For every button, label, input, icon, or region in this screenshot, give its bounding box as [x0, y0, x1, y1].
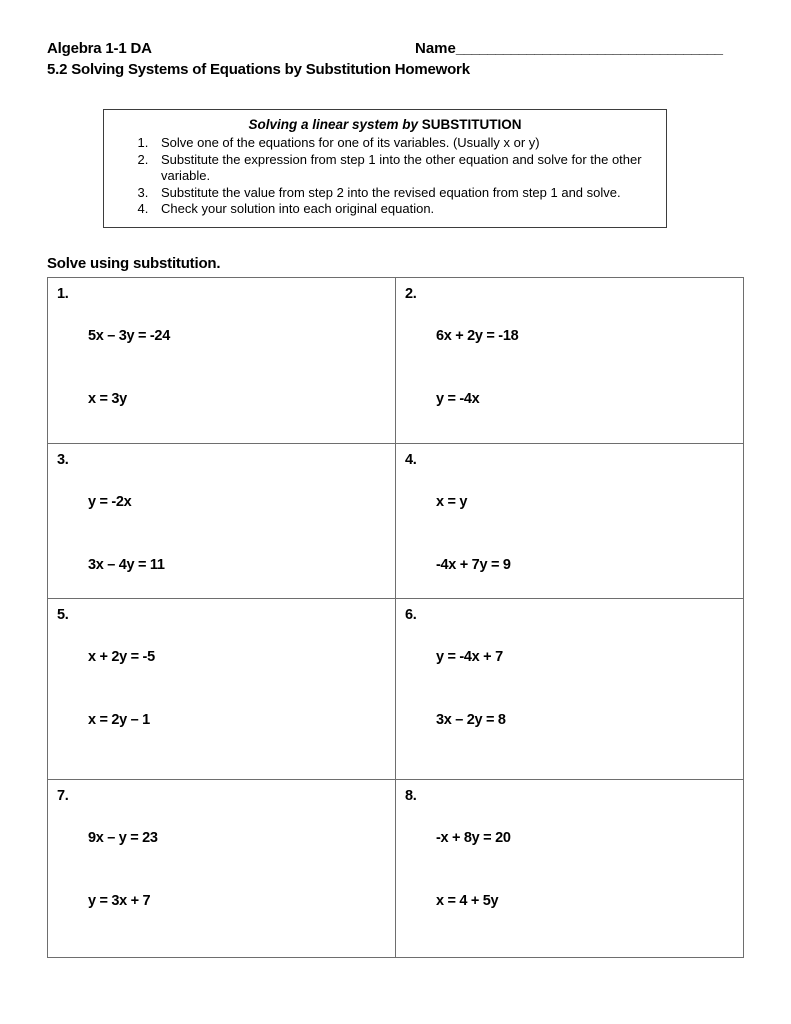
- problem-equation-1: y = -4x + 7: [436, 649, 503, 665]
- name-field: [415, 40, 723, 57]
- problem-cell-2: [396, 278, 743, 444]
- name-label: Name: [415, 40, 456, 57]
- problem-equation-2: -4x + 7y = 9: [436, 557, 511, 573]
- instruction-step: 1. Solve one of the equations for one of its variables. (Usually x or y): [152, 135, 656, 152]
- problem-number: 4.: [405, 452, 417, 468]
- section-heading: Solve using substitution.: [47, 255, 221, 272]
- instructions-steps: [152, 135, 656, 218]
- problem-equation-2: y = 3x + 7: [88, 893, 151, 909]
- problem-cell-4: [396, 444, 743, 599]
- problem-equation-1: 5x – 3y = -24: [88, 328, 170, 344]
- problem-number: 1.: [57, 286, 69, 302]
- problem-equation-1: y = -2x: [88, 494, 132, 510]
- instructions-title-bold: SUBSTITUTION: [421, 117, 522, 132]
- problem-cell-8: [396, 780, 743, 957]
- instructions-title-italic: Solving a linear system by: [248, 117, 419, 132]
- problem-equation-2: 3x – 2y = 8: [436, 712, 506, 728]
- instruction-step: 3. Substitute the value from step 2 into the revised equation from step 1 and solve.: [152, 185, 656, 202]
- problem-equations: [436, 605, 506, 773]
- problem-equation-1: x + 2y = -5: [88, 649, 155, 665]
- problem-cell-5: [48, 599, 396, 780]
- problem-equation-1: x = y: [436, 494, 468, 510]
- problem-equations: [88, 605, 155, 773]
- header-row: [47, 40, 744, 58]
- problem-equation-1: 9x – y = 23: [88, 830, 158, 846]
- problem-number: 5.: [57, 607, 69, 623]
- instruction-step: 4. Check your solution into each original equation.: [152, 201, 656, 218]
- problem-cell-6: [396, 599, 743, 780]
- problem-number: 3.: [57, 452, 69, 468]
- problem-equation-1: 6x + 2y = -18: [436, 328, 519, 344]
- problem-cell-1: [48, 278, 396, 444]
- problem-number: 7.: [57, 788, 69, 804]
- instructions-box: [103, 109, 667, 228]
- problem-equations: [436, 450, 511, 618]
- problem-equations: [88, 450, 165, 618]
- problem-equations: [436, 284, 518, 452]
- instructions-title: [104, 117, 666, 132]
- page-title: 5.2 Solving Systems of Equations by Substitution Homework: [47, 61, 470, 78]
- problem-cell-7: [48, 780, 396, 957]
- problem-equation-2: x = 3y: [88, 391, 127, 407]
- problem-number: 6.: [405, 607, 417, 623]
- problem-number: 2.: [405, 286, 417, 302]
- course-label: Algebra 1-1 DA: [47, 40, 152, 57]
- instruction-step: 2. Substitute the expression from step 1 into the other equation and solve for the other variable.: [152, 152, 656, 185]
- problem-equations: [436, 786, 511, 954]
- problem-cell-3: [48, 444, 396, 599]
- problem-equations: [88, 284, 170, 452]
- name-blank-line: __________________________________: [455, 40, 723, 57]
- problem-equation-1: -x + 8y = 20: [436, 830, 511, 846]
- problem-number: 8.: [405, 788, 417, 804]
- problem-equation-2: 3x – 4y = 11: [88, 557, 165, 573]
- problem-equation-2: y = -4x: [436, 391, 480, 407]
- problems-table: [47, 277, 744, 958]
- problem-equation-2: x = 4 + 5y: [436, 893, 499, 909]
- problem-equations: [88, 786, 158, 954]
- problem-equation-2: x = 2y – 1: [88, 712, 150, 728]
